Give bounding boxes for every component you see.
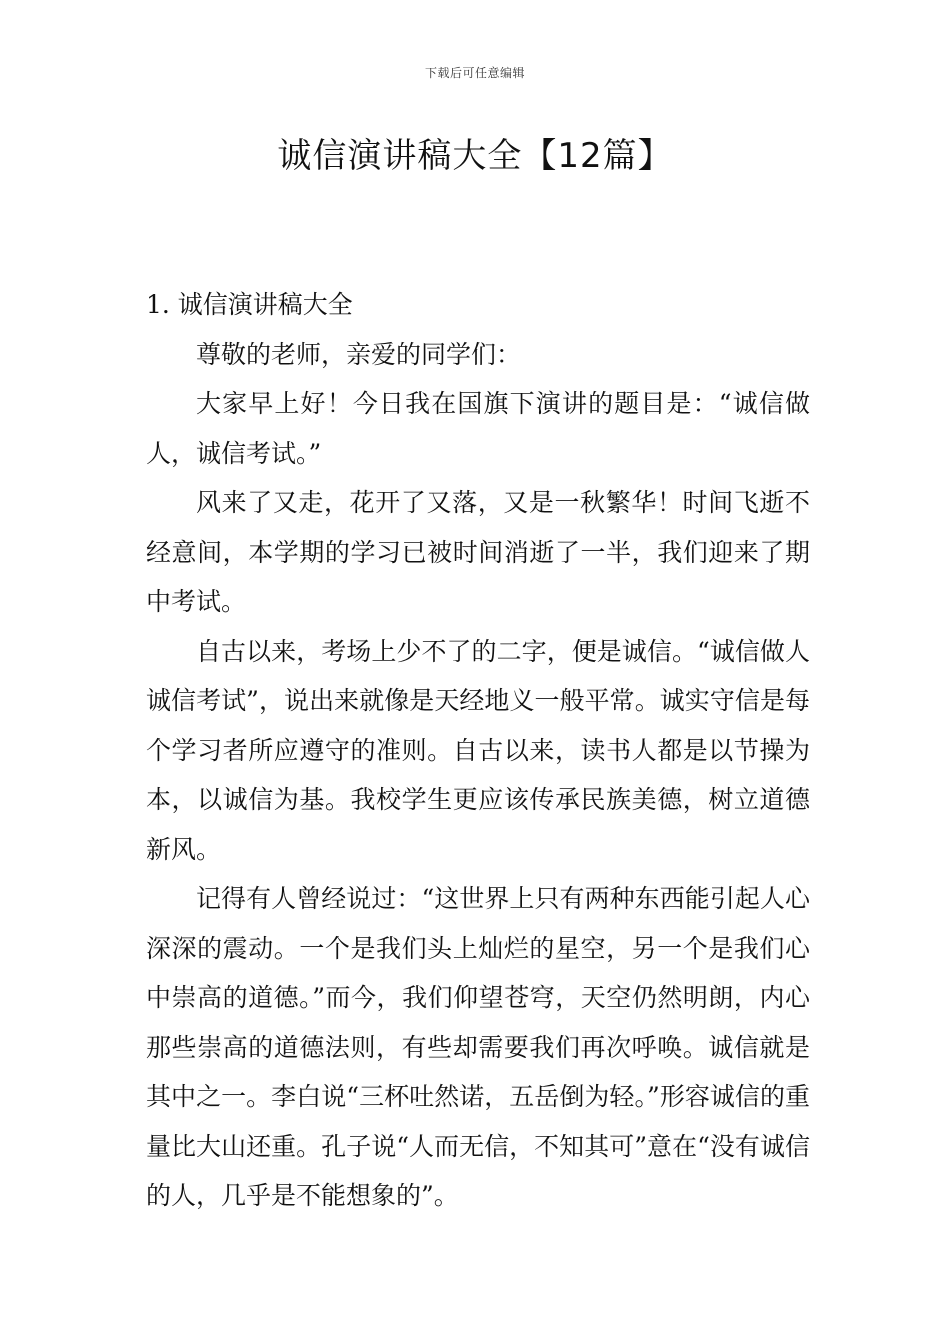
paragraph-tradition: 自古以来，考场上少不了的二字，便是诚信。“诚信做人诚信考试”，说出来就像是天经地义一般平常。诚实守信是每个学习者所应遵守的准则。自古以来，读书人都是以节操为本，以诚信为基。我校学生更应该传承民族美德，树立道德新风。 <box>146 636 810 864</box>
paragraph-greeting: 尊敬的老师，亲爱的同学们： <box>196 339 522 369</box>
paragraph-time: 风来了又走，花开了又落，又是一秋繁华！时间飞逝不经意间，本学期的学习已被时间消逝了一半，我们迎来了期中考试。 <box>146 488 810 616</box>
header-note: 下载后可任意编辑 <box>424 66 525 80</box>
document-body <box>146 280 810 1221</box>
document-title: 诚信演讲稿大全【12篇】 <box>277 136 673 176</box>
section-heading: 1. 诚信演讲稿大全 <box>146 290 353 319</box>
paragraph-topic: 大家早上好！今日我在国旗下演讲的题目是：“诚信做人，诚信考试。” <box>146 389 810 468</box>
paragraph-quotes: 记得有人曾经说过：“这世界上只有两种东西能引起人心深深的震动。一个是我们头上灿烂的星空，另一个是我们心中崇高的道德。”而今，我们仰望苍穹，天空仍然明朗，内心那些崇高的道德法则，有些却需要我们再次呼唤。诚信就是其中之一。李白说“三杯吐然诺，五岳倒为轻。”形容诚信的重量比大山还重。孔子说“人而无信，不知其可”意在“没有诚信的人，几乎是不能想象的”。 <box>146 884 810 1210</box>
